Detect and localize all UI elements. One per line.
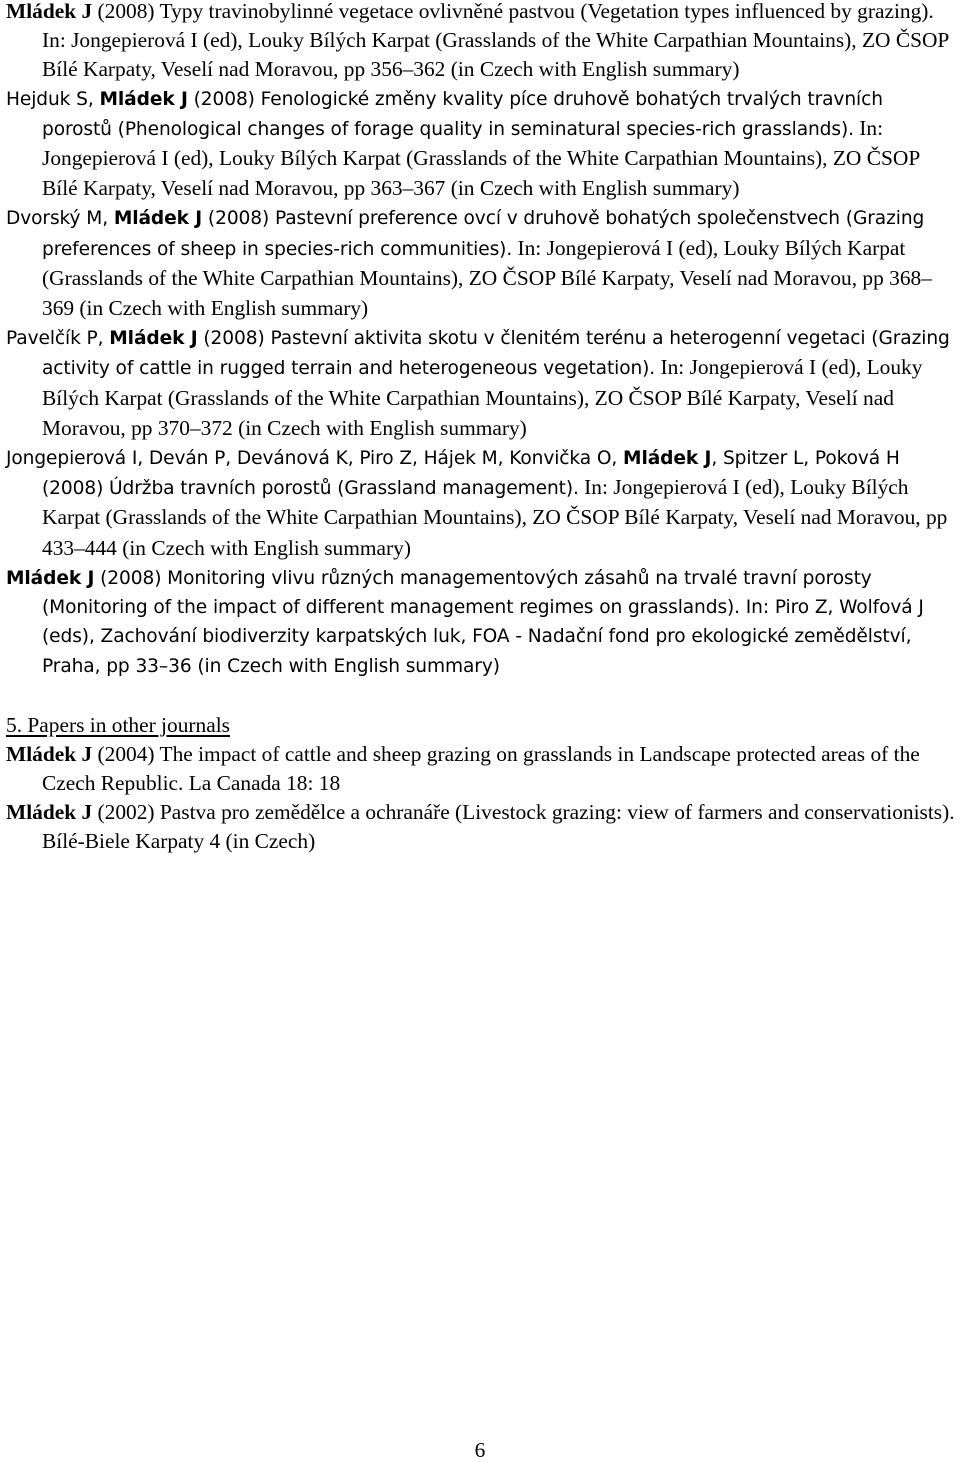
reference-author-highlight: Mládek J: [6, 741, 93, 766]
reference-authors: Dvorský M,: [6, 208, 114, 230]
reference-entry: [6, 444, 958, 564]
reference-authors: Pavelčík P,: [6, 328, 110, 350]
reference-authors: Jongepierová I, Deván P, Devánová K, Piro Z, Hájek M, Konvička O,: [6, 448, 624, 470]
reference-text: In: Jongepierová I (ed), Louky Bílých Karpat (Grasslands of the White Carpathian Mountains), ZO ČSOP Bílé Karpaty, Veselí nad Moravou, pp 363–367 (in Czech with English summary): [42, 115, 920, 201]
reference-entry: [6, 740, 958, 798]
section-heading: 5. Papers in other journals: [6, 712, 230, 737]
reference-author-highlight: Mládek J: [623, 448, 712, 470]
reference-text: (2002) Pastva pro zemědělce a ochranáře (Livestock grazing: view of farmers and conservationists). Bílé-Biele Karpaty 4 (in Czech): [42, 800, 955, 854]
reference-text: (2008) Typy travinobylinné vegetace ovlivněné pastvou (Vegetation types influenced by grazing). In: Jongepierová I (ed), Louky Bílých Karpat (Grasslands of the White Carpathian Mountains), ZO ČSOP Bílé Karpaty, Veselí nad Moravou, pp 356–362 (in Czech with English summary): [42, 0, 949, 82]
reference-title: (2008) Fenologické změny kvality píce druhově bohatých trvalých travních porostů (Phenological changes of forage quality in seminatural species-rich grasslands).: [42, 88, 883, 140]
reference-author-highlight: Mládek J: [113, 208, 203, 230]
reference-title: , Spitzer L, Poková H (2008) Údržba travních porostů (Grassland management).: [42, 448, 900, 500]
reference-title: (2008) Pastevní preference ovcí v druhově bohatých společenstvech (Grazing preferences of sheep in species-rich communities).: [42, 208, 925, 260]
reference-entry: [6, 85, 958, 205]
reference-author-highlight: Mládek J: [6, 0, 93, 23]
reference-entry: [6, 798, 958, 856]
document-page: [6, 0, 958, 857]
reference-entry: [6, 0, 958, 85]
reference-author-highlight: Mládek J: [109, 328, 198, 350]
reference-title: (2008) Pastevní aktivita skotu v členitém terénu a heterogenní vegetaci (Grazing activity of cattle in rugged terrain and heterogeneous vegetation).: [42, 328, 950, 380]
reference-author-highlight: Mládek J: [6, 800, 93, 825]
page-number: 6: [474, 1438, 486, 1462]
reference-title: (2008) Monitoring vlivu různých managementových zásahů na trvalé travní porosty (Monitoring of the impact of different management regimes on grasslands). In: Piro Z, Wolfová J (eds), Zachování biodiverzity karpatských luk, FOA - Nadační fond pro ekologické zemědělství, Praha, pp 33–36 (in Czech with English summary): [42, 567, 924, 678]
reference-authors: Hejduk S,: [6, 88, 100, 110]
reference-text: (2004) The impact of cattle and sheep grazing on grasslands in Landscape protected areas of the Czech Republic. La Canada 18: 18: [42, 741, 920, 796]
reference-author-highlight: Mládek J: [99, 88, 188, 110]
reference-text: In: Jongepierová I (ed), Louky Bílých Karpat (Grasslands of the White Carpathian Mountains), ZO ČSOP Bílé Karpaty, Veselí nad Moravou, pp 368–369 (in Czech with English summary): [42, 235, 932, 321]
reference-entry: [6, 564, 958, 682]
reference-text: In: Jongepierová I (ed), Louky Bílých Karpat (Grasslands of the White Carpathian Mountains), ZO ČSOP Bílé Karpaty, Veselí nad Moravou, pp 370–372 (in Czech with English summary): [42, 355, 923, 440]
reference-author-highlight: Mládek J: [6, 567, 95, 589]
reference-text: In: Jongepierová I (ed), Louky Bílých Karpat (Grasslands of the White Carpathian Mountains), ZO ČSOP Bílé Karpaty, Veselí nad Moravou, pp 433–444 (in Czech with English summary): [42, 475, 948, 560]
reference-entry: [6, 324, 958, 444]
reference-entry: [6, 204, 958, 324]
